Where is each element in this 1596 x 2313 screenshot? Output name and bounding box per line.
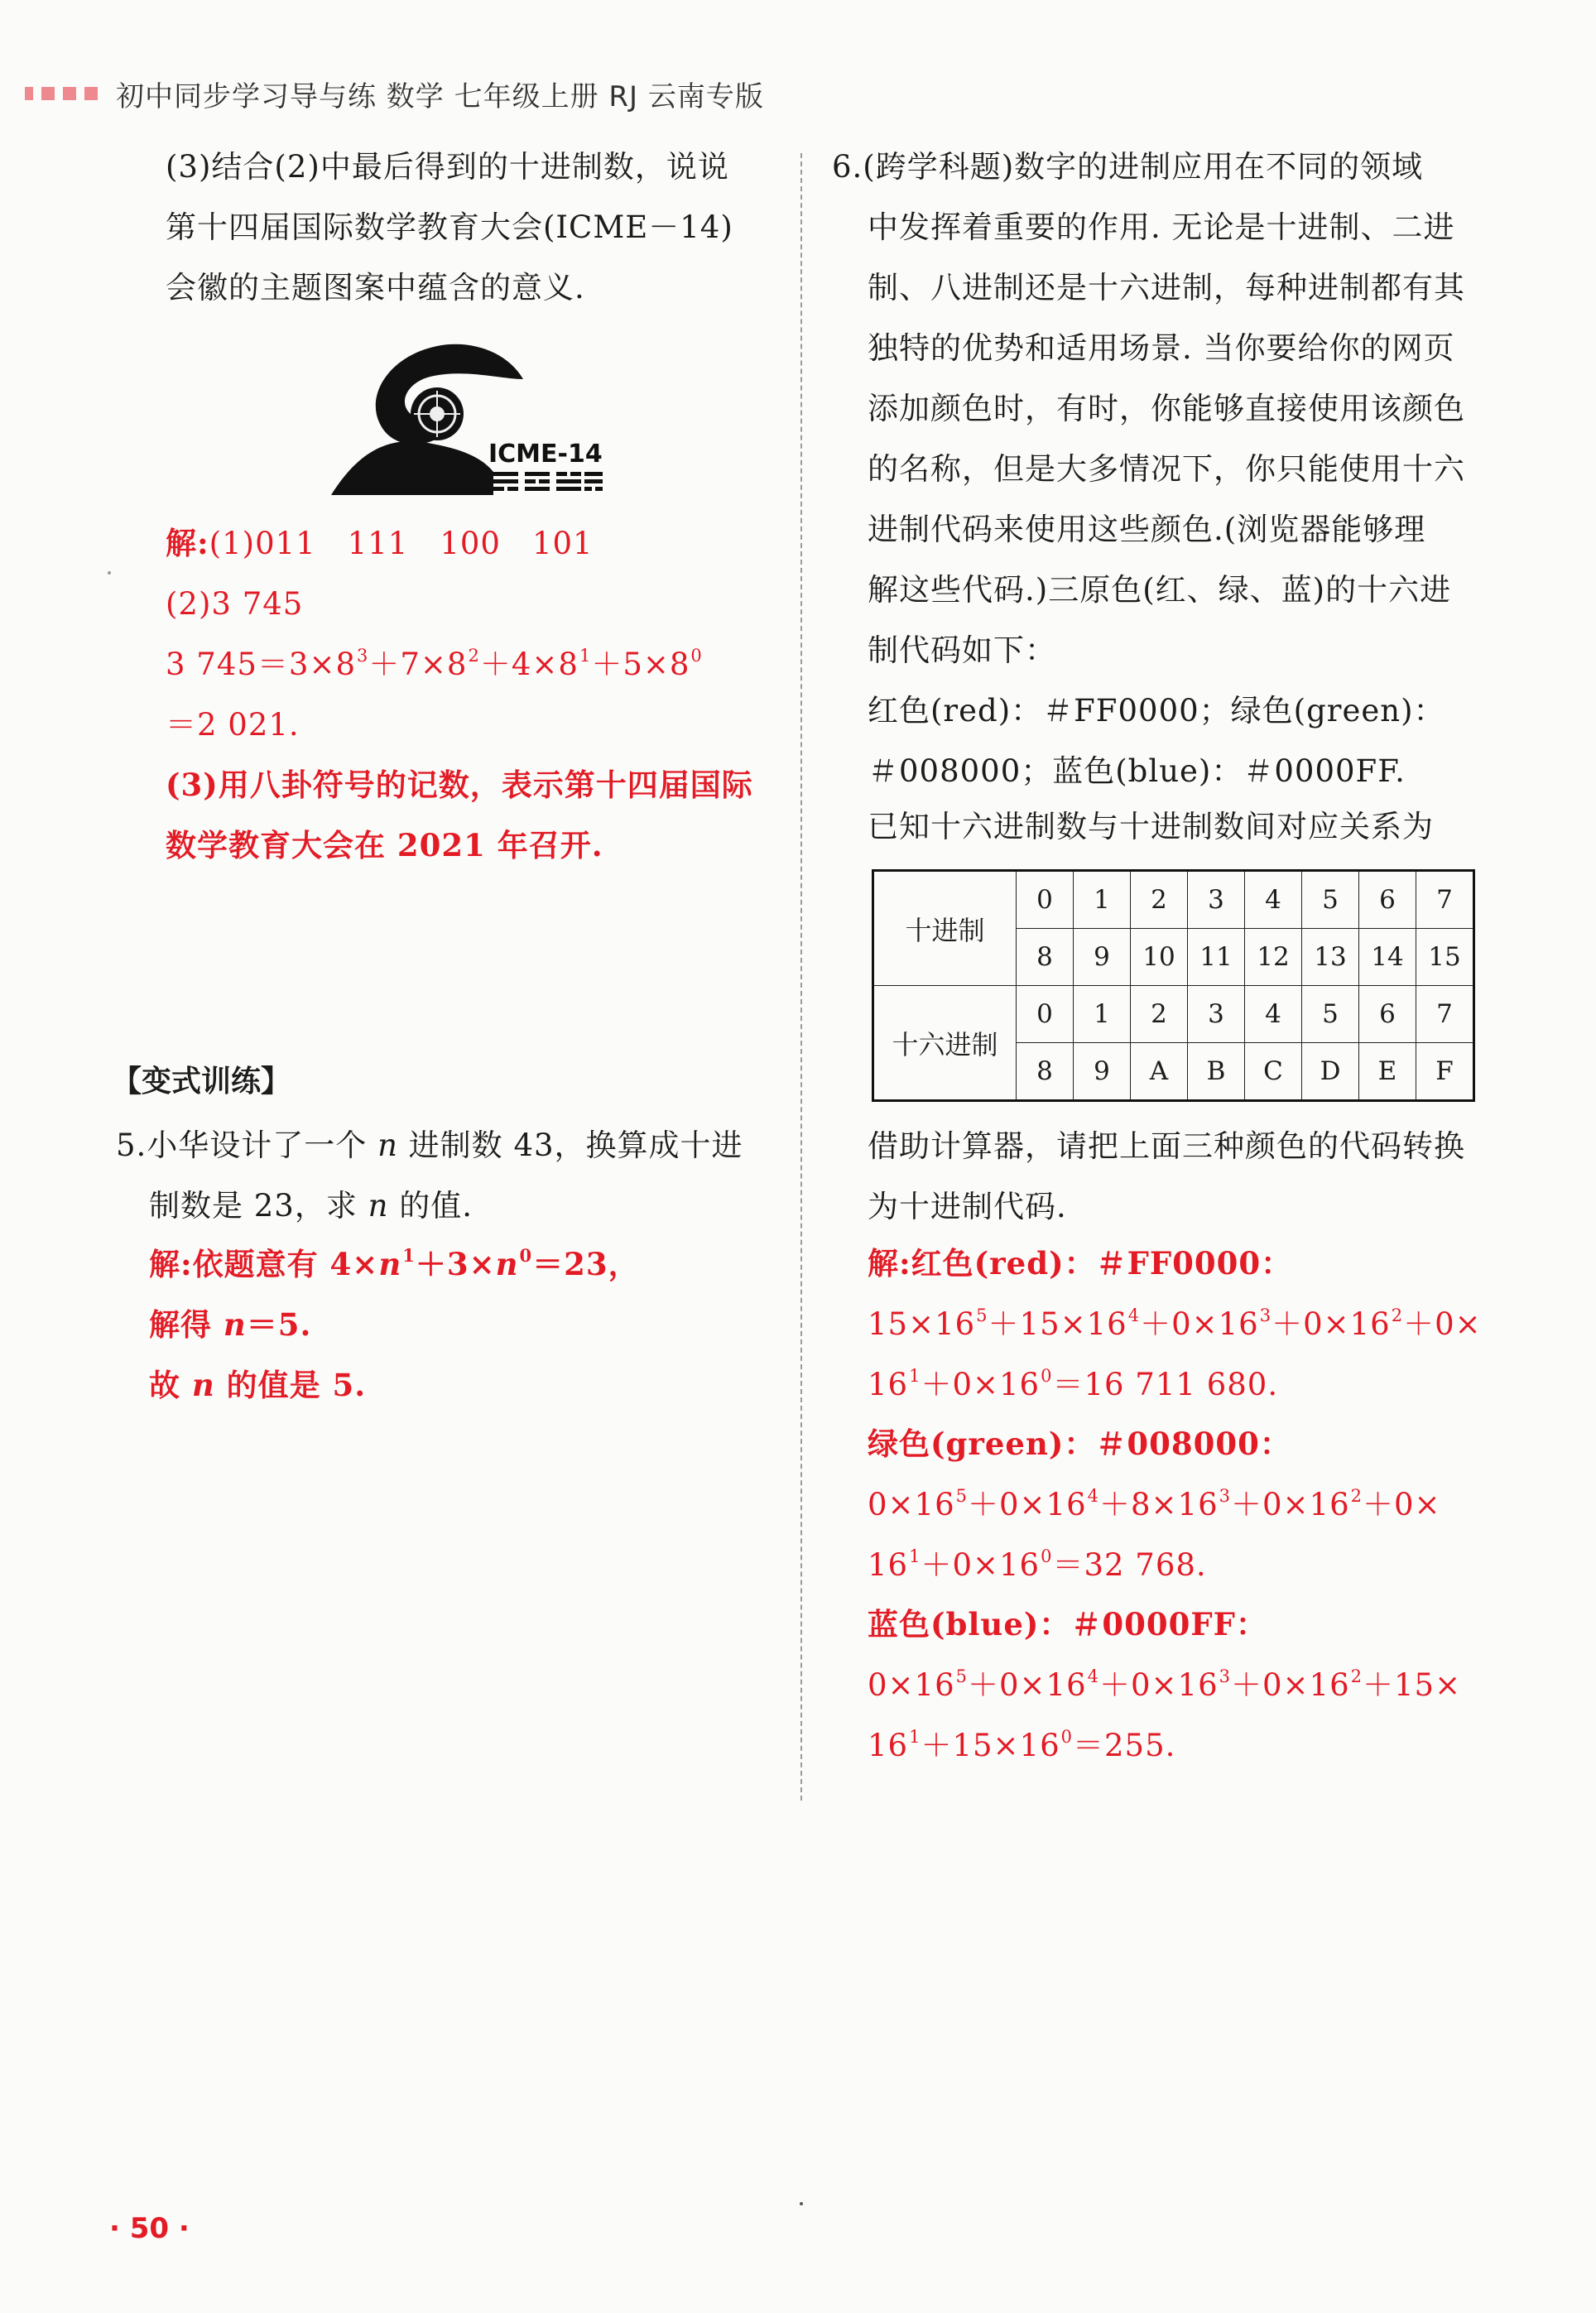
- header-square-icon: [41, 87, 55, 100]
- hex-label: 十六进制: [873, 986, 1017, 1101]
- solution-result: ＝2 021.: [166, 707, 300, 743]
- base-conversion-table: [872, 869, 1475, 1102]
- q6-line-12: 已知十六进制数与十进制数间对应关系为: [868, 809, 1434, 844]
- table-cell: 12: [1245, 929, 1302, 986]
- table-cell: 3: [1188, 871, 1245, 929]
- page-number: · 50 ·: [109, 2212, 190, 2245]
- solution-part2: (2)3 745: [166, 586, 304, 622]
- table-cell: 15: [1416, 929, 1474, 986]
- logo-text: ICME-14: [488, 440, 603, 469]
- blue-conversion-line-2: $16^1+15\times 16^0=255$.: [868, 1727, 1176, 1763]
- table-cell: 8: [1017, 1043, 1074, 1101]
- header-title: 初中同步学习导与练 数学 七年级上册 RJ 云南专版: [116, 79, 764, 113]
- q3-line-1: (3)结合(2)中最后得到的十进制数，说说: [166, 149, 729, 185]
- solution-expansion: 3 $745=3\times 8^3+7\times 8^2+4\times 8^1+5\times 8^0$: [166, 646, 703, 682]
- variant-training-title: 【变式训练】: [112, 1065, 291, 1099]
- table-row: [873, 871, 1474, 929]
- q6-line-4: 独特的优势和适用场景. 当你要给你的网页: [868, 330, 1455, 366]
- table-cell: 7: [1416, 871, 1474, 929]
- a5-line-2: 解得 n＝5.: [149, 1306, 312, 1343]
- green-conversion-line-2: $16^1+0\times 16^0=32$ 768.: [868, 1546, 1207, 1583]
- table-cell: 5: [1302, 986, 1359, 1043]
- q6-line-2: 中发挥着重要的作用. 无论是十进制、二进: [868, 209, 1455, 245]
- table-cell: 4: [1245, 986, 1302, 1043]
- q6-line-5: 添加颜色时，有时，你能够直接使用该颜色: [868, 391, 1465, 426]
- table-cell: 1: [1074, 986, 1131, 1043]
- table-cell: B: [1188, 1043, 1245, 1101]
- q6-line-11: ＃008000；蓝色(blue)：＃0000FF.: [868, 753, 1406, 789]
- q6-line-1: 6.(跨学科题)数字的进制应用在不同的领域: [832, 149, 1424, 185]
- table-row: [873, 986, 1474, 1043]
- after-table-line-1: 借助计算器，请把上面三种颜色的代码转换: [868, 1128, 1465, 1164]
- q5-line-1: 5.小华设计了一个 n 进制数 43，换算成十进: [116, 1128, 743, 1163]
- table-cell: 1: [1074, 871, 1131, 929]
- header-square-icon: [84, 87, 98, 100]
- table-cell: 13: [1302, 929, 1359, 986]
- q6-line-9: 制代码如下：: [868, 632, 1056, 668]
- blue-conversion-label: 蓝色(blue)：＃0000FF：: [868, 1606, 1267, 1642]
- table-cell: 0: [1017, 871, 1074, 929]
- q6-line-3: 制、八进制还是十六进制，每种进制都有其: [868, 270, 1465, 305]
- table-cell: 8: [1017, 929, 1074, 986]
- stray-dot: [108, 571, 111, 575]
- table-cell: 5: [1302, 871, 1359, 929]
- q3-line-2: 第十四届国际数学教育大会(ICME－14): [166, 209, 733, 245]
- header-square-icon: [63, 87, 76, 100]
- q6-line-7: 进制代码来使用这些颜色.(浏览器能够理: [868, 512, 1426, 547]
- q5-line-2: 制数是 23，求 n 的值.: [149, 1188, 473, 1224]
- column-divider: [800, 153, 802, 1801]
- table-cell: F: [1416, 1043, 1474, 1101]
- table-cell: 0: [1017, 986, 1074, 1043]
- solution-part3-line1: (3)用八卦符号的记数，表示第十四届国际: [166, 767, 753, 803]
- table-cell: 6: [1359, 986, 1416, 1043]
- green-conversion-label: 绿色(green)：＃008000：: [868, 1426, 1291, 1462]
- a5-line-3: 故 n 的值是 5.: [149, 1367, 367, 1403]
- table-cell: 9: [1074, 929, 1131, 986]
- table-cell: 14: [1359, 929, 1416, 986]
- q6-line-10: 红色(red)：＃FF0000；绿色(green)：: [868, 693, 1445, 729]
- table-cell: 7: [1416, 986, 1474, 1043]
- solution-label: 解:: [166, 525, 209, 561]
- table-cell: D: [1302, 1043, 1359, 1101]
- a5-line-1: 解:依题意有 $4\times n^1+3\times n^0=23$，: [149, 1245, 640, 1282]
- after-table-line-2: 为十进制代码.: [868, 1189, 1067, 1224]
- table-cell: C: [1245, 1043, 1302, 1101]
- table-cell: 9: [1074, 1043, 1131, 1101]
- table-cell: 4: [1245, 871, 1302, 929]
- table-cell: 2: [1131, 871, 1188, 929]
- solution-part3-line2: 数学教育大会在 2021 年召开.: [166, 827, 603, 863]
- solution-part1-text: (1)011 111 100 101: [209, 526, 594, 561]
- decimal-label: 十进制: [873, 871, 1017, 986]
- q3-line-3: 会徽的主题图案中蕴含的意义.: [166, 270, 585, 305]
- red-conversion-line-1: $15\times 16^5+15\times 16^4+0\times 16^3+0\times 16^2+0\times$: [868, 1306, 1482, 1342]
- icme-14-logo: [331, 331, 604, 497]
- table-cell: 11: [1188, 929, 1245, 986]
- table-cell: 2: [1131, 986, 1188, 1043]
- table-cell: A: [1131, 1043, 1188, 1101]
- q6-line-6: 的名称，但是大多情况下，你只能使用十六: [868, 451, 1465, 487]
- table-cell: 6: [1359, 871, 1416, 929]
- green-conversion-line-1: $0\times 16^5+0\times 16^4+8\times 16^3+0\times 16^2+0\times$: [868, 1486, 1441, 1522]
- table-cell: 10: [1131, 929, 1188, 986]
- red-conversion-label: 解:红色(red)：＃FF0000：: [868, 1245, 1293, 1282]
- header-square-icon: [25, 87, 33, 100]
- table-cell: E: [1359, 1043, 1416, 1101]
- q6-line-8: 解这些代码.)三原色(红、绿、蓝)的十六进: [868, 572, 1452, 608]
- page-header: [25, 73, 764, 114]
- stray-dot: [800, 2202, 803, 2205]
- red-conversion-line-2: $16^1+0\times 16^0=16$ 711 680.: [868, 1366, 1279, 1402]
- table-cell: 3: [1188, 986, 1245, 1043]
- blue-conversion-line-1: $0\times 16^5+0\times 16^4+0\times 16^3+0\times 16^2+15\times$: [868, 1666, 1462, 1703]
- solution-part1: [166, 513, 594, 574]
